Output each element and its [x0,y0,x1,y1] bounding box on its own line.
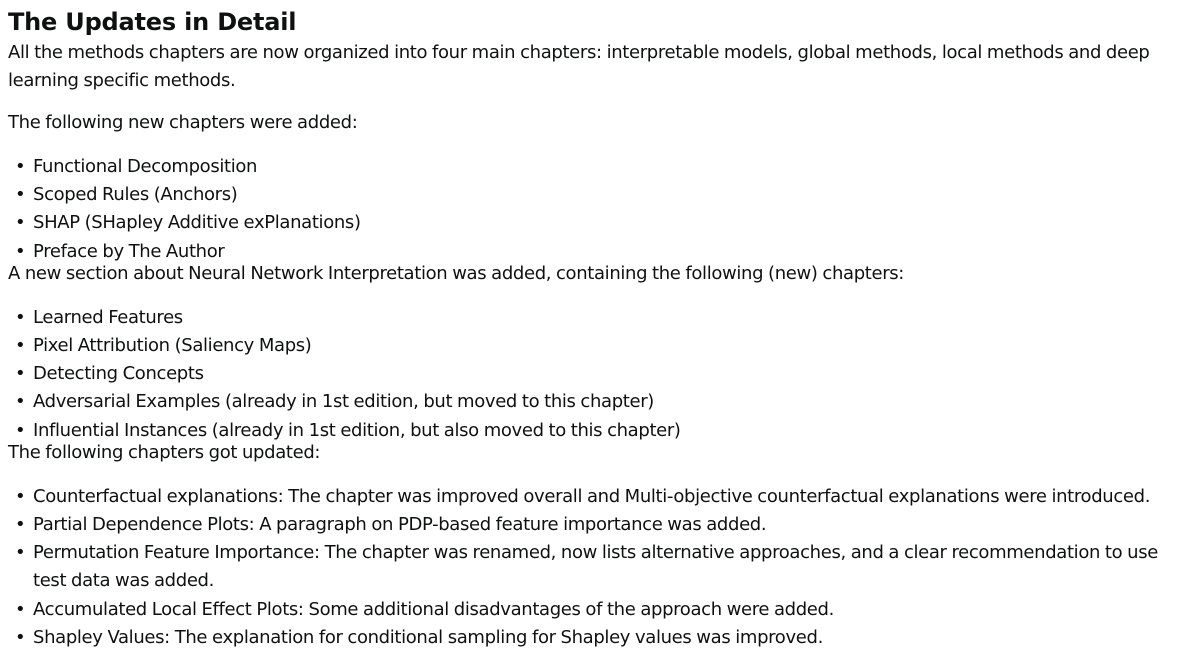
nn-section-lead: A new section about Neural Network Interpretation was added, containing the following (new) chapters: [8,262,904,284]
list-item: • Shapley Values: The explanation for conditional sampling for Shapley values was improved. [33,624,1192,652]
list-item: • Preface by The Author [33,238,1192,266]
list-item: • Counterfactual explanations: The chapter was improved overall and Multi-objective counterfactual explanations were introduced. [33,483,1192,511]
section-heading: The Updates in Detail [8,8,297,36]
list-item: • Pixel Attribution (Saliency Maps) [33,332,1192,360]
new-chapters-list [8,153,1192,266]
updated-chapters-lead: The following chapters got updated: [8,441,321,463]
list-item: • Permutation Feature Importance: The chapter was renamed, now lists alternative approaches, and a clear recommendation to use test data was added. [33,539,1192,595]
list-item: • Accumulated Local Effect Plots: Some additional disadvantages of the approach were added. [33,596,1192,624]
intro-paragraph: All the methods chapters are now organized into four main chapters: interpretable models, global methods, local methods and deep learning specific methods. [8,42,1150,91]
list-item: • SHAP (SHapley Additive exPlanations) [33,209,1192,237]
list-item: • Functional Decomposition [33,153,1192,181]
updated-chapters-list [8,483,1192,652]
list-item: • Adversarial Examples (already in 1st edition, but moved to this chapter) [33,388,1192,416]
list-item: • Influential Instances (already in 1st edition, but also moved to this chapter) [33,417,1192,445]
list-item: • Partial Dependence Plots: A paragraph on PDP-based feature importance was added. [33,511,1192,539]
list-item: • Learned Features [33,304,1192,332]
list-item: • Detecting Concepts [33,360,1192,388]
nn-chapters-list [8,304,1192,445]
new-chapters-lead: The following new chapters were added: [8,112,358,133]
spacer [8,95,1192,109]
list-item: • Scoped Rules (Anchors) [33,181,1192,209]
